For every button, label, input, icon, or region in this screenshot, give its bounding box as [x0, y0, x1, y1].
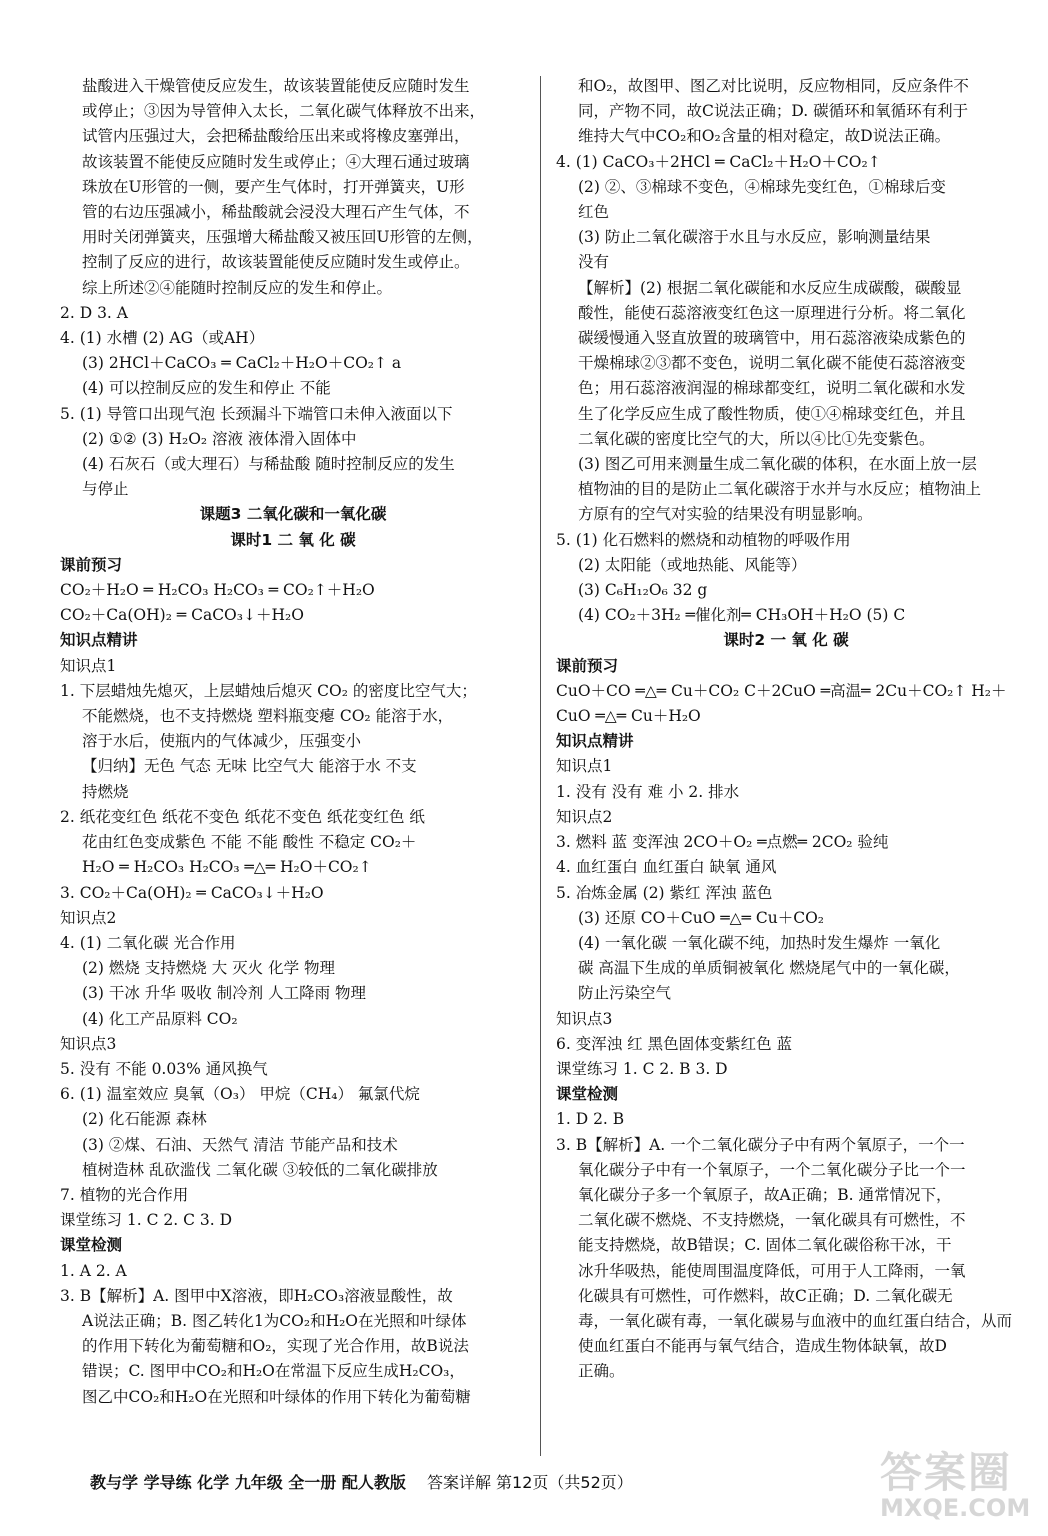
- text-line: (2) ①② (3) H₂O₂ 溶液 液体滑入固体中: [82, 429, 357, 448]
- text-line: 知识点3: [60, 1034, 117, 1053]
- text-line: 同，产物不同，故C说法正确；D. 碳循环和氧循环有利于: [578, 102, 969, 121]
- text-line: 知识点3: [556, 1009, 613, 1028]
- text-line: (3) 还原 CO＋CuO ═△═ Cu＋CO₂: [578, 908, 824, 927]
- text-line: 花由红色变成紫色 不能 不能 酸性 不稳定 CO₂＋: [82, 833, 417, 852]
- text-line: 4. (1) 水槽 (2) AG（或AH）: [60, 329, 265, 348]
- text-line: CuO ═△═ Cu＋H₂O: [556, 707, 701, 726]
- text-line: 和O₂，故图甲、图乙对比说明，反应物相同，反应条件不: [578, 77, 969, 95]
- text-line: 二氧化碳不燃烧、不支持燃烧，一氧化碳具有可燃性，不: [578, 1211, 966, 1230]
- section-heading: 课前预习: [60, 555, 123, 574]
- text-line: 控制了反应的进行，故该装置能使反应随时发生或停止。: [82, 253, 470, 272]
- text-line: 图乙中CO₂和H₂O在光照和叶绿体的作用下转化为葡萄糖: [82, 1387, 471, 1406]
- text-line: 碳 高温下生成的单质铜被氧化 燃烧尾气中的一氧化碳，: [578, 959, 960, 978]
- text-line: 6. 变浑浊 红 黑色固体变紫红色 蓝: [556, 1034, 792, 1053]
- text-line: 没有: [578, 253, 610, 272]
- text-line: 二氧化碳的密度比空气的大，所以④比①先变紫色。: [578, 429, 935, 448]
- text-line: 错误；C. 图甲中CO₂和H₂O在常温下反应生成H₂CO₃，: [82, 1362, 465, 1381]
- text-line: 7. 植物的光合作用: [60, 1185, 189, 1204]
- footer-brand: 教与学 学导练 化学 九年级 全一册 配人教版: [90, 1473, 406, 1492]
- text-line: 与停止: [82, 480, 129, 499]
- text-line: 毒，一氧化碳有毒，一氧化碳易与血液中的血红蛋白结合，从而: [578, 1311, 1013, 1330]
- text-line: 溶于水后，使瓶内的气体减少，压强变小: [82, 732, 362, 751]
- section-heading: 知识点精讲: [556, 732, 634, 751]
- text-line: 干燥棉球②③都不变色，说明二氧化碳不能使石蕊溶液变: [578, 354, 966, 373]
- text-line: (3) 防止二氧化碳溶于水且与水反应，影响测量结果: [578, 228, 931, 247]
- text-line: 4. (1) CaCO₃＋2HCl ═ CaCl₂＋H₂O＋CO₂↑: [556, 152, 881, 171]
- text-line: 植树造林 乱砍滥伐 二氧化碳 ③较低的二氧化碳排放: [82, 1160, 438, 1179]
- text-line: 植物油的目的是防止二氧化碳溶于水并与水反应；植物油上: [578, 480, 982, 499]
- text-line: (3) C₆H₁₂O₆ 32 g: [578, 581, 708, 600]
- text-line: 酸性，能使石蕊溶液变红色这一原理进行分析。将二氧化: [578, 303, 966, 322]
- column-divider: [540, 76, 541, 1456]
- text-line: (4) 可以控制反应的发生和停止 不能: [82, 379, 331, 398]
- text-line: 盐酸进入干燥管使反应发生，故该装置能使反应随时发生: [82, 77, 470, 95]
- text-line: (4) 化工产品原料 CO₂: [82, 1009, 238, 1028]
- text-line: CO₂＋Ca(OH)₂ ═ CaCO₃↓＋H₂O: [60, 606, 304, 625]
- text-line: (4) CO₂＋3H₂ ═催化剂═ CH₃OH＋H₂O (5) C: [578, 606, 906, 625]
- text-line: 3. 燃料 蓝 变浑浊 2CO＋O₂ ═点燃═ 2CO₂ 验纯: [556, 833, 889, 852]
- text-line: 冰升华吸热，能使周围温度降低，可用于人工降雨，一氧: [578, 1261, 966, 1280]
- text-line: 2. 纸花变红色 纸花不变色 纸花不变色 纸花变红色 纸: [60, 807, 425, 826]
- text-line: 或停止；③因为导管伸入太长，二氧化碳气体释放不出来，: [82, 102, 486, 121]
- text-line: 管的右边压强减小，稀盐酸就会浸没大理石产生气体，不: [82, 203, 470, 222]
- text-line: (4) 石灰石（或大理石）与稀盐酸 随时控制反应的发生: [82, 455, 455, 474]
- text-line: (2) 燃烧 支持燃烧 大 灭火 化学 物理: [82, 959, 336, 978]
- text-line: 防止污染空气: [578, 984, 672, 1003]
- text-line: 正确。: [578, 1362, 625, 1381]
- text-line: 化碳具有可燃性，可作燃料，故C正确；D. 二氧化碳无: [578, 1286, 953, 1305]
- right-column: [556, 74, 1016, 1385]
- text-line: 生了化学反应生成了酸性物质，使①④棉球变红色，并且: [578, 404, 966, 423]
- text-line: H₂O ═ H₂CO₃ H₂CO₃ ═△═ H₂O＋CO₂↑: [82, 858, 372, 877]
- text-line: 碳缓慢通入竖直放置的玻璃管中，用石蕊溶液染成紫色的: [578, 329, 966, 348]
- text-line: CuO＋CO ═△═ Cu＋CO₂ C＋2CuO ═高温═ 2Cu＋CO₂↑ H₂＋: [556, 681, 1007, 700]
- text-line: 综上所述②④能随时控制反应的发生和停止。: [82, 278, 393, 297]
- page-footer: [90, 1470, 990, 1493]
- text-line: 知识点1: [556, 757, 613, 776]
- text-line: 1. 下层蜡烛先熄灭，上层蜡烛后熄灭 CO₂ 的密度比空气大；: [60, 681, 477, 700]
- text-line: (4) 一氧化碳 一氧化碳不纯，加热时发生爆炸 一氧化: [578, 933, 941, 952]
- text-line: 红色: [578, 203, 610, 222]
- text-line: 【解析】(2) 根据二氧化碳能和水反应生成碳酸，碳酸显: [578, 278, 962, 297]
- text-line: (3) 2HCl＋CaCO₃ ═ CaCl₂＋H₂O＋CO₂↑ a: [82, 354, 402, 373]
- section-heading: 课堂检测: [60, 1236, 123, 1255]
- text-line: 1. A 2. A: [60, 1261, 127, 1280]
- section-heading: 课前预习: [556, 656, 619, 675]
- text-line: 【归纳】无色 气态 无味 比空气大 能溶于水 不支: [82, 757, 417, 776]
- text-line: (2) 化石能源 森林: [82, 1110, 207, 1129]
- text-line: 1. 没有 没有 难 小 2. 排水: [556, 782, 740, 801]
- section-heading: 知识点精讲: [60, 631, 138, 650]
- text-line: 课堂练习 1. C 2. B 3. D: [556, 1059, 728, 1078]
- section-heading: 课堂检测: [556, 1085, 619, 1104]
- text-line: 知识点1: [60, 656, 117, 675]
- left-column: [60, 74, 526, 1410]
- text-line: 不能燃烧，也不支持燃烧 塑料瓶变瘪 CO₂ 能溶于水，: [82, 707, 454, 726]
- text-line: 能支持燃烧，故B错误；C. 固体二氧化碳俗称干冰，干: [578, 1236, 952, 1255]
- text-line: 3. B【解析】A. 一个二氧化碳分子中有两个氧原子，一个一: [556, 1135, 965, 1154]
- text-line: 3. CO₂＋Ca(OH)₂ ═ CaCO₃↓＋H₂O: [60, 883, 324, 902]
- text-line: 知识点2: [60, 908, 117, 927]
- watermark-logo: [880, 1440, 1030, 1530]
- text-line: 珠放在U形管的一侧，要产生气体时，打开弹簧夹，U形: [82, 177, 465, 196]
- text-line: 方原有的空气对实验的结果没有明显影响。: [578, 505, 873, 524]
- text-line: 3. B【解析】A. 图甲中X溶液，即H₂CO₃溶液显酸性，故: [60, 1286, 453, 1305]
- text-line: 2. D 3. A: [60, 303, 128, 322]
- text-line: 氧化碳分子多一个氧原子，故A正确；B. 通常情况下，: [578, 1185, 952, 1204]
- text-line: 使血红蛋白不能再与氧气结合，造成生物体缺氧，故D: [578, 1337, 947, 1356]
- text-line: 的作用下转化为葡萄糖和O₂，实现了光合作用，故B说法: [82, 1337, 469, 1356]
- section-heading: 课时1 二 氧 化 碳: [230, 530, 356, 549]
- text-line: 试管内压强过大，会把稀盐酸给压出来或将橡皮塞弹出，: [82, 127, 470, 146]
- text-line: 4. (1) 二氧化碳 光合作用: [60, 933, 236, 952]
- text-line: 5. 没有 不能 0.03% 通风换气: [60, 1059, 268, 1078]
- watermark-url: MXQE.COM: [880, 1494, 1031, 1522]
- text-line: 故该装置不能使反应随时发生或停止；④大理石通过玻璃: [82, 152, 470, 171]
- text-line: A说法正确；B. 图乙转化1为CO₂和H₂O在光照和叶绿体: [82, 1311, 467, 1330]
- text-line: CO₂＋H₂O ═ H₂CO₃ H₂CO₃ ═ CO₂↑＋H₂O: [60, 581, 375, 600]
- text-line: (3) ②煤、石油、天然气 清洁 节能产品和技术: [82, 1135, 398, 1154]
- text-line: 5. (1) 导管口出现气泡 长颈漏斗下端管口未伸入液面以下: [60, 404, 453, 423]
- text-line: (2) ②、③棉球不变色，④棉球先变红色，①棉球后变: [578, 177, 946, 196]
- text-line: 4. 血红蛋白 血红蛋白 缺氧 通风: [556, 858, 777, 877]
- text-line: (3) 干冰 升华 吸收 制冷剂 人工降雨 物理: [82, 984, 367, 1003]
- text-line: (3) 图乙可用来测量生成二氧化碳的体积，在水面上放一层: [578, 455, 977, 474]
- text-line: 知识点2: [556, 807, 613, 826]
- footer-page-info: 答案详解 第12页（共52页）: [426, 1473, 633, 1492]
- text-line: 色；用石蕊溶液润湿的棉球都变红，说明二氧化碳和水发: [578, 379, 966, 398]
- text-line: 5. 冶炼金属 (2) 紫红 浑浊 蓝色: [556, 883, 773, 902]
- text-line: 1. D 2. B: [556, 1110, 625, 1129]
- text-line: (2) 太阳能（或地热能、风能等）: [578, 555, 807, 574]
- text-line: 持燃烧: [82, 782, 129, 801]
- text-line: 氧化碳分子中有一个氧原子，一个二氧化碳分子比一个一: [578, 1160, 966, 1179]
- watermark-text: 答案圈: [880, 1448, 1013, 1497]
- text-line: 6. (1) 温室效应 臭氧（O₃） 甲烷（CH₄） 氟氯代烷: [60, 1085, 420, 1104]
- text-line: 5. (1) 化石燃料的燃烧和动植物的呼吸作用: [556, 530, 851, 549]
- section-heading: 课题3 二氧化碳和一氧化碳: [199, 505, 387, 524]
- text-line: 课堂练习 1. C 2. C 3. D: [60, 1211, 233, 1230]
- text-line: 用时关闭弹簧夹，压强增大稀盐酸又被压回U形管的左侧，: [82, 228, 483, 247]
- section-heading: 课时2 一 氧 化 碳: [723, 631, 849, 650]
- text-line: 维持大气中CO₂和O₂含量的相对稳定，故D说法正确。: [578, 127, 951, 146]
